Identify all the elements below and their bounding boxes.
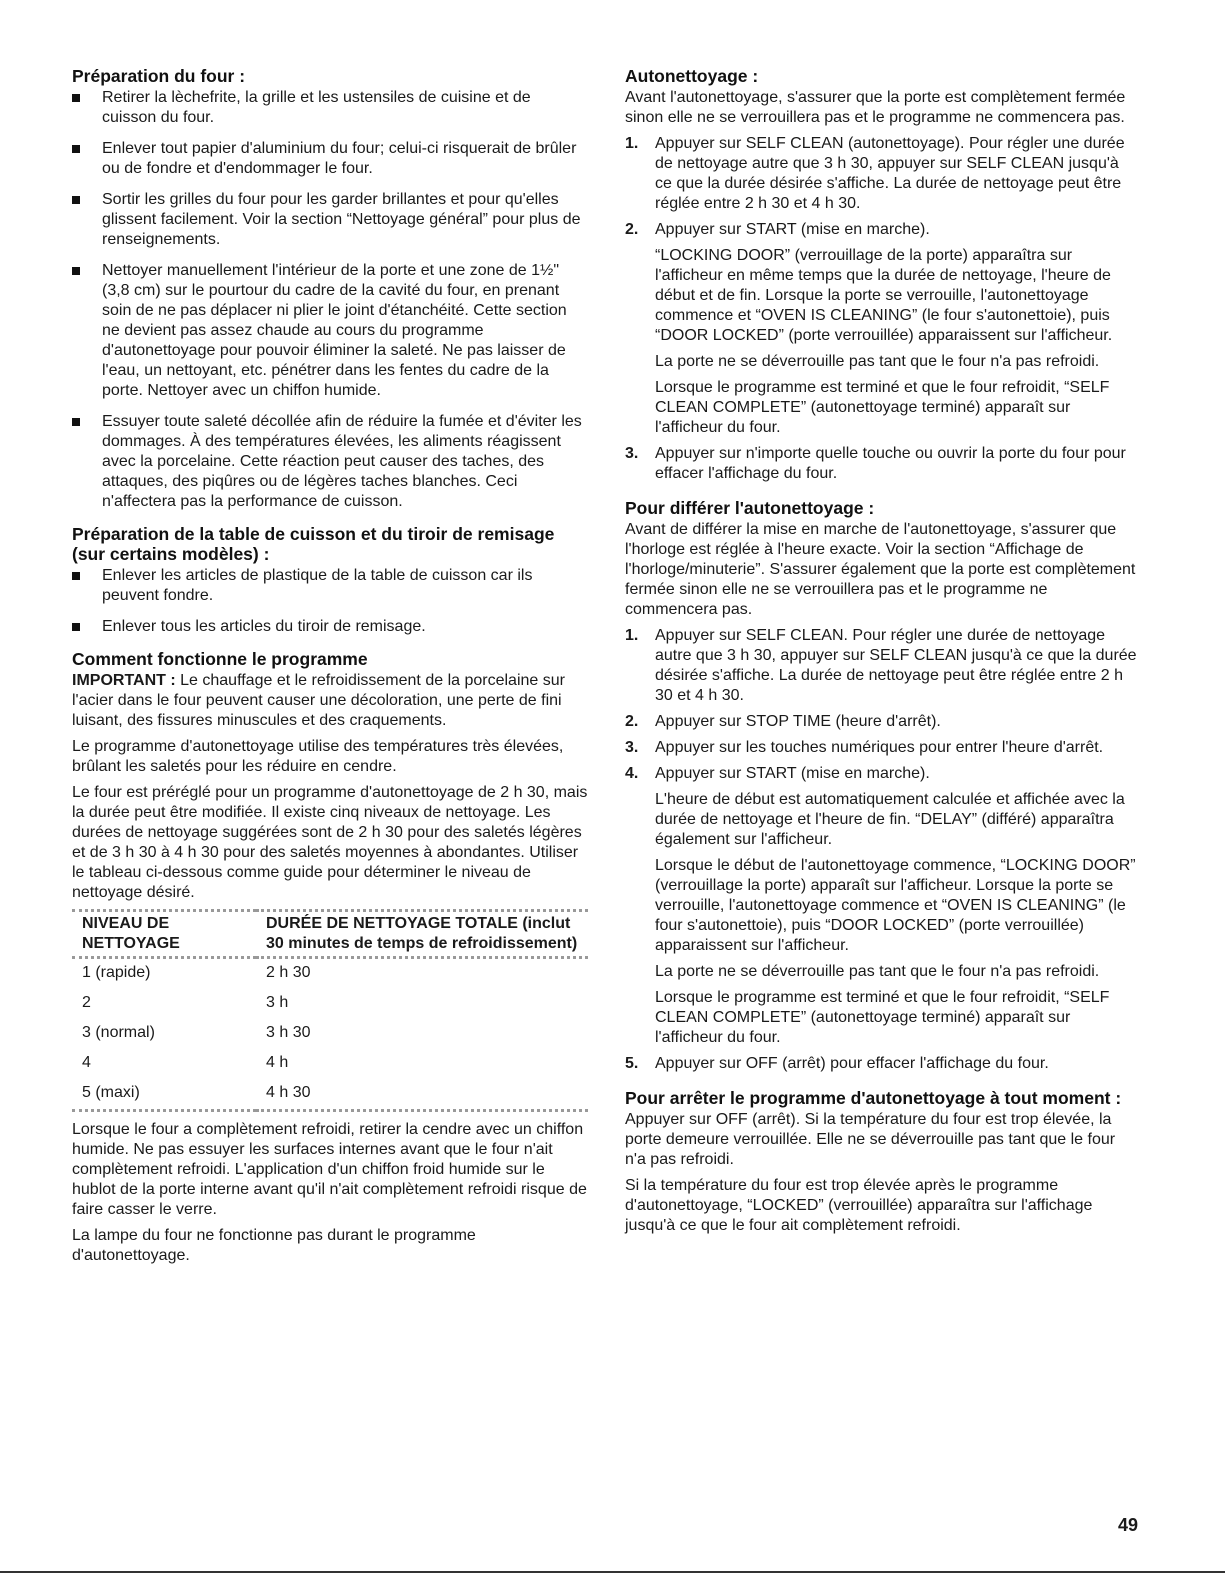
step-note: Lorsque le programme est terminé et que le four refroidit, “SELF CLEAN COMPLETE” (autonettoyage terminé) apparaît sur l'afficheur du four. (655, 379, 1110, 436)
step-item (625, 764, 1140, 1048)
paragraph: Le programme d'autonettoyage utilise des températures très élevées, brûlant les saletés pour les réduire en cendre. (72, 738, 564, 775)
step-number: 5. (625, 1055, 639, 1072)
paragraph: Appuyer sur OFF (arrêt). Si la température du four est trop élevée, la porte demeure verrouillée. Elle ne se déverrouille pas tant que le four n'a pas refroidi. (625, 1111, 1116, 1168)
column-header-duration: DURÉE DE NETTOYAGE TOTALE (inclut 30 minutes de temps de refroidissement) (266, 915, 578, 952)
step-text: Appuyer sur SELF CLEAN (autonettoyage). Pour régler une durée de nettoyage autre que 3 h 30, appuyer sur SELF CLEAN jusqu'à ce que la durée désirée s'affiche. La durée de nettoyage peut être réglée entre 2 h 30 et 4 h 30. (655, 135, 1125, 212)
step-text: Appuyer sur OFF (arrêt) pour effacer l'affichage du four. (655, 1055, 1049, 1072)
table-cell-level: 2 (82, 994, 91, 1011)
list-item: Retirer la lèchefrite, la grille et les ustensiles de cuisine et de cuisson du four. (72, 88, 588, 128)
step-text: Appuyer sur START (mise en marche). (655, 221, 930, 238)
step-text: Appuyer sur les touches numériques pour entrer l'heure d'arrêt. (655, 739, 1104, 756)
bottom-divider (0, 1571, 1225, 1573)
step-item (625, 220, 1140, 438)
step-item (625, 444, 1140, 484)
list-item: Essuyer toute saleté décollée afin de réduire la fumée et d'éviter les dommages. À des températures élevées, les aliments réagissent avec la porcelaine. Cette réaction peut causer des taches, des attaques, des piqûres ou de légères taches blanches. Ceci n'affectera pas la performance de cuisson. (72, 412, 588, 512)
heading-self-clean: Autonettoyage : (625, 66, 759, 86)
heading-prep-oven: Préparation du four : (72, 66, 246, 86)
paragraph: Le four est préréglé pour un programme d'autonettoyage de 2 h 30, mais la durée peut être modifiée. Il existe cinq niveaux de nettoyage. Les durées de nettoyage suggérées sont de 2 h 30 pour des saletés légères et de 3 h 30 à 4 h 30 pour des saletés moyennes à abondantes. Utiliser le tableau ci-dessous comme guide pour déterminer le niveau de nettoyage désiré. (72, 784, 588, 901)
step-item (625, 626, 1140, 706)
step-item (625, 1054, 1140, 1074)
table-cell-duration: 4 h (266, 1054, 289, 1071)
paragraph: Avant l'autonettoyage, s'assurer que la porte est complètement fermée sinon elle ne se verrouillera pas et le programme ne commencera pas. (625, 89, 1126, 126)
prep-cooktop-list (72, 566, 588, 637)
step-item (625, 738, 1140, 758)
step-note: Lorsque le programme est terminé et que le four refroidit, “SELF CLEAN COMPLETE” (autonettoyage terminé) apparaît sur l'afficheur du four. (655, 989, 1110, 1046)
table-row (72, 989, 588, 1019)
table-cell-level: 3 (normal) (82, 1024, 155, 1041)
paragraph: Lorsque le four a complètement refroidi, retirer la cendre avec un chiffon humide. Ne pas essuyer les surfaces internes avant que le four n'ait complètement refroidi. L'application d'un chiffon froid humide sur le hublot de la porte interne avant qu'il n'ait complètement refroidi risque de faire casser le verre. (72, 1121, 587, 1218)
list-item: Sortir les grilles du four pour les garder brillantes et pour qu'elles glissent facilement. Voir la section “Nettoyage général” pour plus de renseignements. (72, 190, 588, 250)
column-header-level: NIVEAU DE NETTOYAGE (82, 915, 180, 952)
paragraph: Si la température du four est trop élevée après le programme d'autonettoyage, “LOCKED” (verrouillée) apparaîtra sur l'affichage jusqu'à ce que le four ait complètement refroidi. (625, 1177, 1093, 1234)
page-number: 49 (1118, 1515, 1139, 1535)
right-column (625, 66, 1140, 1242)
list-item: Enlever les articles de plastique de la table de cuisson car ils peuvent fondre. (72, 566, 588, 606)
left-column (72, 66, 588, 1272)
step-note: La porte ne se déverrouille pas tant que le four n'a pas refroidi. (655, 353, 1100, 370)
heading-how-it-works: Comment fonctionne le programme (72, 649, 368, 669)
step-note: La porte ne se déverrouille pas tant que le four n'a pas refroidi. (655, 963, 1100, 980)
list-item: Enlever tous les articles du tiroir de remisage. (72, 617, 588, 637)
step-note: “LOCKING DOOR” (verrouillage de la porte) apparaîtra sur l'afficheur en même temps que la durée de nettoyage, l'heure de début et de fin. Lorsque la porte se verrouille, l'autonettoyage commence et “OVEN IS CLEANING” (le four s'autonettoie), puis “DOOR LOCKED” (porte verrouillée) apparaissent sur l'afficheur. (655, 247, 1113, 344)
step-number: 2. (625, 221, 639, 238)
step-item (625, 712, 1140, 732)
step-text: Appuyer sur STOP TIME (heure d'arrêt). (655, 713, 941, 730)
heading-delay: Pour différer l'autonettoyage : (625, 498, 875, 518)
table-cell-duration: 3 h (266, 994, 289, 1011)
important-text: Le chauffage et le refroidissement de la porcelaine sur l'acier dans le four peuvent causer une décoloration, une perte de fini luisant, des fissures minuscules et des craquements. (72, 672, 565, 729)
step-number: 3. (625, 739, 639, 756)
table-cell-level: 5 (maxi) (82, 1084, 140, 1101)
table-cell-level: 1 (rapide) (82, 964, 151, 981)
important-label: IMPORTANT : (72, 672, 176, 689)
step-text: Appuyer sur SELF CLEAN. Pour régler une durée de nettoyage autre que 3 h 30, appuyer sur SELF CLEAN jusqu'à ce que la durée désirée s'affiche. La durée de nettoyage peut être réglée entre 2 h 30 et 4 h 30. (655, 627, 1137, 704)
table-cell-duration: 3 h 30 (266, 1024, 311, 1041)
table-cell-level: 4 (82, 1054, 91, 1071)
paragraph: La lampe du four ne fonctionne pas durant le programme d'autonettoyage. (72, 1227, 476, 1264)
step-number: 4. (625, 765, 639, 782)
step-note: L'heure de début est automatiquement calculée et affichée avec la durée de nettoyage et l'heure de fin. “DELAY” (différé) apparaîtra également sur l'afficheur. (655, 791, 1125, 848)
table-cell-duration: 4 h 30 (266, 1084, 311, 1101)
step-text: Appuyer sur n'importe quelle touche ou ouvrir la porte du four pour effacer l'affichage du four. (655, 445, 1126, 482)
step-number: 1. (625, 627, 639, 644)
table-row (72, 1019, 588, 1049)
table-row (72, 1079, 588, 1111)
step-number: 1. (625, 135, 639, 152)
step-number: 3. (625, 445, 639, 462)
table-cell-duration: 2 h 30 (266, 964, 311, 981)
delay-steps (625, 626, 1140, 1074)
important-paragraph (72, 671, 588, 731)
table-header-row (72, 911, 588, 958)
heading-stop: Pour arrêter le programme d'autonettoyage à tout moment : (625, 1088, 1122, 1108)
table-row (72, 1049, 588, 1079)
heading-prep-cooktop: Préparation de la table de cuisson et du tiroir de remisage (sur certains modèles) : (72, 524, 555, 564)
step-number: 2. (625, 713, 639, 730)
paragraph: Avant de différer la mise en marche de l'autonettoyage, s'assurer que l'horloge est réglée à l'heure exacte. Voir la section “Affichage de l'horloge/minuterie”. S'assurer également que la porte est complètement fermée sinon elle ne se verrouillera pas et le programme ne commencera pas. (625, 521, 1136, 618)
table-row (72, 958, 588, 990)
self-clean-steps (625, 134, 1140, 484)
list-item: Enlever tout papier d'aluminium du four; celui-ci risquerait de brûler ou de fondre et d'endommager le four. (72, 139, 588, 179)
prep-oven-list (72, 88, 588, 512)
step-text: Appuyer sur START (mise en marche). (655, 765, 930, 782)
step-item (625, 134, 1140, 214)
cleaning-level-table (72, 909, 588, 1112)
list-item: Nettoyer manuellement l'intérieur de la porte et une zone de 1½" (3,8 cm) sur le pourtour du cadre de la cavité du four, en prenant soin de ne pas déplacer ni plier le joint d'étanchéité. Cette section ne devient pas assez chaude au cours du programme d'autonettoyage pour pouvoir éliminer la saleté. Ne pas laisser de l'eau, un nettoyant, etc. pénétrer dans les fentes du cadre de la porte. Nettoyer avec un chiffon humide. (72, 261, 588, 401)
step-note: Lorsque le début de l'autonettoyage commence, “LOCKING DOOR” (verrouillage la porte) apparaît sur l'afficheur. Lorsque la porte se verrouille, l'autonettoyage commence et “OVEN IS CLEANING” (le four s'autonettoie), puis “DOOR LOCKED” (porte verrouillée) apparaissent sur l'afficheur. (655, 857, 1136, 954)
